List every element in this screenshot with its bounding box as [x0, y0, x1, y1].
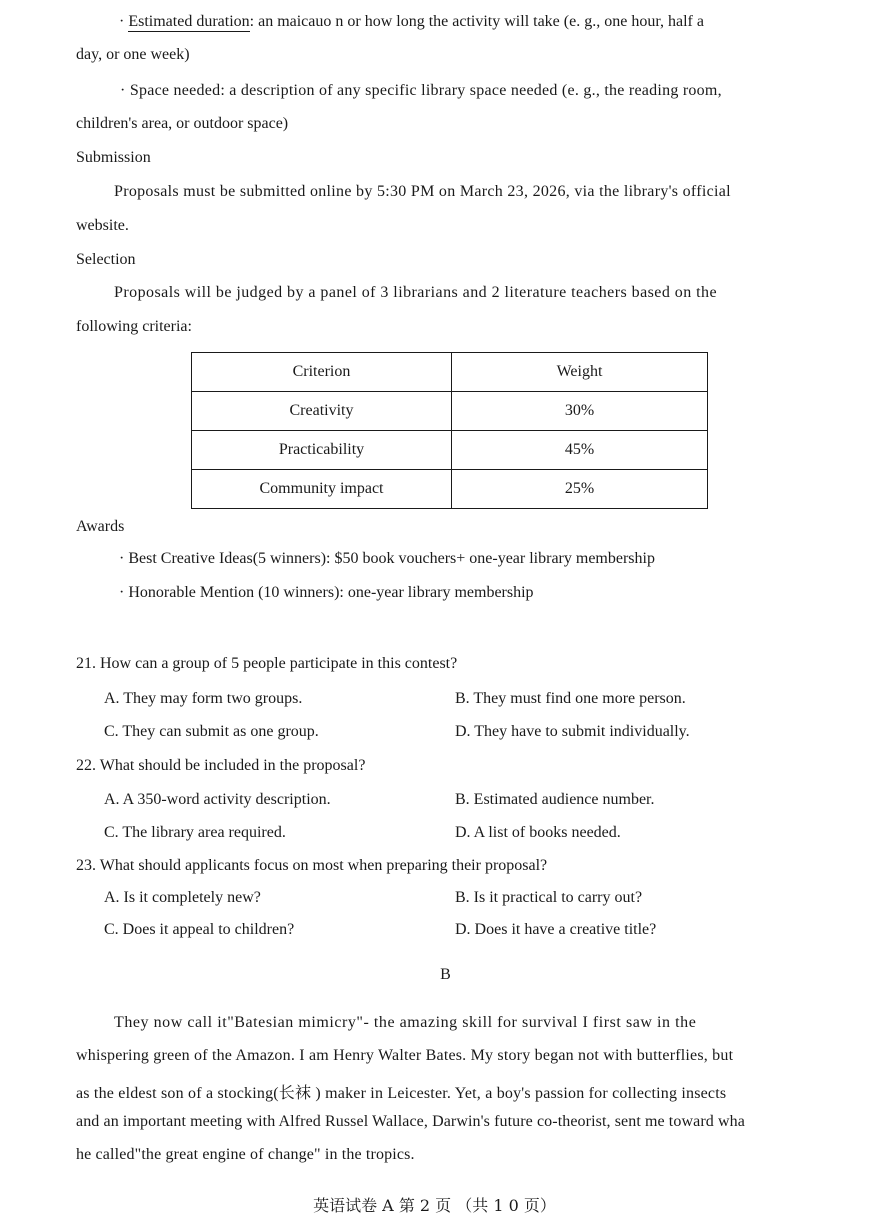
question-stem-21: 21. How can a group of 5 people participate in this contest? — [76, 655, 458, 672]
option-b: B. Estimated audience number. — [455, 791, 655, 808]
table-header-criterion: Criterion — [192, 353, 452, 392]
passage-line: whispering green of the Amazon. I am Henry Walter Bates. My story began not with butterflies, but — [76, 1047, 734, 1064]
option-a: A. Is it completely new? — [104, 889, 261, 906]
option-c: C. They can submit as one group. — [104, 723, 319, 740]
passage-line: as the eldest son of a stocking(长袜 ) maker in Leicester. Yet, a boy's passion for collecting insects — [76, 1085, 727, 1102]
bullet: · — [119, 13, 129, 30]
submission-heading: Submission — [76, 149, 151, 166]
table-cell-weight: 30% — [452, 392, 708, 431]
table-header-weight: Weight — [452, 353, 708, 392]
criteria-table — [191, 352, 708, 509]
award-item: · Best Creative Ideas(5 winners): $50 book vouchers+ one-year library membership — [119, 550, 655, 567]
table-cell-criterion: Creativity — [192, 392, 452, 431]
table-header-row — [192, 353, 708, 392]
space-line: · Space needed: a description of any specific library space needed (e. g., the reading room, — [120, 82, 722, 99]
duration-label: Estimated duration — [128, 13, 250, 30]
option-d: D. A list of books needed. — [455, 824, 621, 841]
option-b: B. Is it practical to carry out? — [455, 889, 643, 906]
award-item: · Honorable Mention (10 winners): one-year library membership — [119, 584, 534, 601]
option-b: B. They must find one more person. — [455, 690, 686, 707]
table-cell-criterion: Practicability — [192, 431, 452, 470]
passage-line: They now call it"Batesian mimicry"- the amazing skill for survival I first saw in the — [114, 1014, 697, 1031]
option-c: C. Does it appeal to children? — [104, 921, 295, 938]
duration-continuation: day, or one week) — [76, 46, 190, 63]
selection-line-1: Proposals will be judged by a panel of 3 librarians and 2 literature teachers based on the — [114, 284, 717, 301]
option-d: D. Does it have a creative title? — [455, 921, 657, 938]
awards-heading: Awards — [76, 518, 125, 535]
passage-line: and an important meeting with Alfred Russel Wallace, Darwin's future co-theorist, sent me toward wha — [76, 1113, 745, 1130]
selection-line-2: following criteria: — [76, 318, 192, 335]
duration-line — [119, 13, 704, 31]
table-row — [192, 431, 708, 470]
table-cell-weight: 25% — [452, 470, 708, 509]
table-row — [192, 470, 708, 509]
submission-line-2: website. — [76, 217, 129, 234]
passage-line: he called"the great engine of change" in the tropics. — [76, 1146, 415, 1163]
page-footer: 英语试卷 A 第 2 页 （共 1 0 页） — [313, 1196, 556, 1215]
space-continuation: children's area, or outdoor space) — [76, 115, 289, 132]
selection-heading: Selection — [76, 251, 136, 268]
table-cell-criterion: Community impact — [192, 470, 452, 509]
duration-text: : an maicauo n or how long the activity will take (e. g., one hour, half a — [249, 13, 704, 30]
option-c: C. The library area required. — [104, 824, 286, 841]
option-a: A. A 350-word activity description. — [104, 791, 331, 808]
question-stem-23: 23. What should applicants focus on most when preparing their proposal? — [76, 857, 548, 874]
option-d: D. They have to submit individually. — [455, 723, 690, 740]
question-stem-22: 22. What should be included in the proposal? — [76, 757, 366, 774]
table-row — [192, 392, 708, 431]
section-b-label: B — [440, 966, 451, 983]
submission-line-1: Proposals must be submitted online by 5:30 PM on March 23, 2026, via the library's official — [114, 183, 731, 200]
table-cell-weight: 45% — [452, 431, 708, 470]
option-a: A. They may form two groups. — [104, 690, 303, 707]
